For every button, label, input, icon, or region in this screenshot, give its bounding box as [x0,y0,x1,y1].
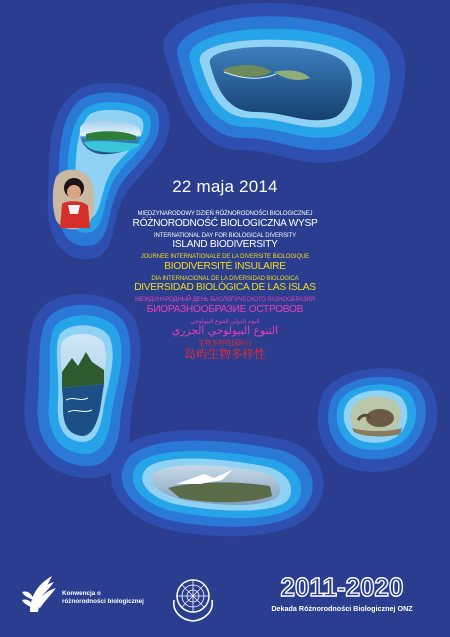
decade-logo-icon [281,572,404,602]
en-title: ISLAND BIODIVERSITY [172,238,278,251]
pl-subtitle: MIĘDZYNARODOWY DZIEŃ RÓŻNORODNOŚCI BIOLOGICZNEJ [137,210,313,217]
tortoise-photo [350,396,402,436]
un-emblem-icon [174,580,213,621]
decade-label: Dekada Różnorodności Biologicznej ONZ [271,604,413,613]
cbd-logo-icon [22,576,56,612]
en-subtitle: INTERNATIONAL DAY FOR BIOLOGICAL DIVERSITY [153,231,297,239]
pl-title: RÓŻNORODNOŚĆ BIOLOGICZNA WYSP [132,216,318,229]
ru-title: БИОРАЗНООБРАЗИЕ ОСТРОВОВ [146,302,304,315]
decade-years: 2011-2020 [280,572,404,602]
es-subtitle: DÍA INTERNACIONAL DE LA DIVERSIDAD BIOLÓGICA [151,274,299,282]
ru-subtitle: МЕЖДУНАРОДНЫЙ ДЕНЬ БИОЛОГИЧЕСКОГО РАЗНООБРАЗИЯ [135,296,315,304]
es-title: DIVERSIDAD BIOLÓGICA DE LAS ISLAS [134,281,316,294]
title-block [95,211,355,360]
fr-title: BIODIVERSITÉ INSULAIRE [164,259,286,272]
fr-subtitle: JOURNÉE INTERNATIONALE DE LA DIVERSITÉ BIOLOGIQUE [140,253,310,261]
ar-title: التنوع البيولوجي الجزري [171,323,279,337]
convention-label [62,590,144,606]
event-date: 22 maja 2014 [172,177,278,196]
zh-subtitle: 生物多样性国际日 [197,339,253,348]
beach-photo [80,120,141,154]
ar-subtitle: اليوم الدولي للتنوع البيولوجي [190,318,260,325]
zh-title: 岛屿生物多样性 [184,346,266,361]
convention-line-2: różnorodności biologicznej [62,598,144,605]
convention-line-1: Konwencja o [62,590,101,597]
